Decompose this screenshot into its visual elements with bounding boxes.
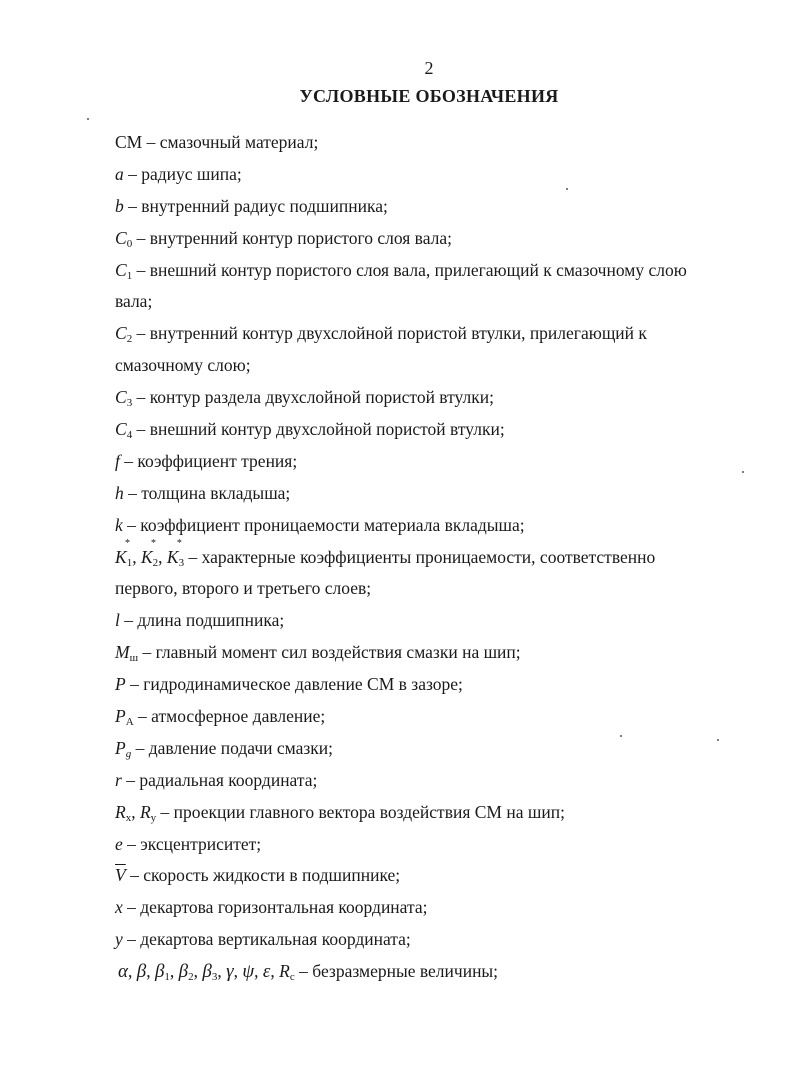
subscript: 4	[126, 429, 133, 442]
list-item	[115, 478, 755, 510]
symbol: K * $_1$	[115, 537, 133, 569]
list-item	[115, 127, 755, 159]
description: – эксцентриситет;	[122, 833, 262, 854]
list-item	[115, 956, 755, 988]
symbol: K * $_2$	[140, 537, 159, 569]
page-number: 2	[424, 58, 434, 78]
description: – коэффициент проницаемости материала вкладыша;	[122, 514, 525, 535]
symbol: a	[115, 163, 124, 184]
symbol-letter: K	[166, 546, 179, 567]
symbol-letter: K	[140, 546, 153, 567]
list-item	[115, 223, 755, 255]
list-item	[115, 669, 755, 701]
description: – контур раздела двухслойной пористой втулки;	[132, 387, 494, 408]
symbol: b	[115, 195, 124, 216]
list-item-continuation	[115, 573, 755, 605]
subscript: 2	[188, 971, 194, 984]
symbol: l	[115, 610, 120, 631]
description: – гидродинамическое давление СМ в зазоре;	[125, 674, 463, 695]
symbol: β	[202, 961, 212, 983]
list-item	[115, 829, 755, 861]
subscript: 3	[211, 971, 218, 984]
symbol: P	[115, 706, 126, 727]
list-item	[115, 318, 755, 350]
scan-speck	[566, 188, 568, 190]
subscript: 0	[126, 237, 133, 250]
description: – внутренний радиус подшипника;	[123, 195, 388, 216]
separator: ,	[270, 961, 280, 982]
list-item	[115, 446, 755, 478]
subscript: c	[289, 971, 295, 984]
symbol: $\overline{V}$	[115, 865, 126, 886]
symbol: k	[115, 514, 123, 535]
symbol-letter: K	[115, 546, 127, 567]
description: – толщина вкладыша;	[123, 482, 291, 503]
subscript: 3	[178, 556, 185, 569]
separator: ,	[193, 961, 203, 982]
symbol: C	[115, 227, 127, 248]
description: – внутренний контур двухслойной пористой втулки, прилегающий к	[132, 323, 647, 344]
list-item	[115, 159, 755, 191]
description: – радиальная координата;	[121, 769, 318, 790]
symbol: β	[154, 961, 165, 983]
description: – декартова горизонтальная координата;	[122, 897, 428, 918]
list-item	[115, 382, 755, 414]
description: вала;	[115, 291, 153, 312]
list-item	[115, 797, 755, 829]
description: – атмосферное давление;	[133, 706, 326, 727]
subscript: x	[125, 811, 132, 824]
description: – характерные коэффициенты проницаемости, соответственно	[184, 546, 656, 567]
list-item-continuation	[115, 350, 755, 382]
list-item	[115, 255, 755, 287]
symbol: r	[115, 769, 122, 790]
symbol: α	[118, 961, 128, 983]
description: – длина подшипника;	[119, 610, 285, 631]
symbol: R	[115, 801, 126, 822]
subscript: 1	[164, 971, 170, 984]
scan-speck	[742, 471, 744, 473]
subscript: 2	[152, 556, 159, 569]
symbol: β	[136, 961, 147, 983]
scan-speck	[87, 118, 89, 120]
separator: ,	[131, 801, 140, 822]
symbol-list	[115, 127, 755, 988]
symbol: P	[115, 674, 126, 695]
list-item	[115, 701, 755, 733]
separator: ,	[254, 961, 263, 982]
subscript: 3	[126, 397, 133, 410]
scan-speck	[717, 739, 719, 741]
symbol: β	[178, 961, 189, 983]
symbol: R	[139, 801, 151, 822]
subscript: 1	[126, 269, 133, 282]
list-item	[115, 860, 755, 892]
list-item	[115, 637, 755, 669]
page-title: УСЛОВНЫЕ ОБОЗНАЧЕНИЯ	[299, 86, 559, 106]
symbol: C	[115, 387, 127, 408]
symbol: P	[115, 737, 126, 758]
separator: ,	[233, 961, 243, 982]
separator: ,	[146, 961, 155, 982]
symbol: x	[115, 897, 123, 918]
description: – внешний контур двухслойной пористой втулки;	[132, 419, 505, 440]
symbol: C	[115, 323, 127, 344]
subscript: 1	[126, 556, 133, 569]
separator: ,	[158, 546, 167, 567]
list-item	[115, 765, 755, 797]
list-item	[115, 733, 755, 765]
symbol: ψ	[242, 961, 255, 983]
description: – радиус шипа;	[123, 163, 242, 184]
symbol: f	[115, 450, 120, 471]
scan-speck	[620, 735, 622, 737]
separator: ,	[217, 961, 227, 982]
subscript: ш	[129, 652, 139, 665]
description: – декартова вертикальная координата;	[122, 929, 411, 950]
symbol: M	[115, 642, 130, 663]
symbol: ε	[262, 961, 271, 983]
description: – безразмерные величины;	[294, 961, 499, 982]
description: смазочному слою;	[115, 355, 251, 376]
description: первого, второго и третьего слоев;	[115, 578, 372, 599]
separator: ,	[127, 961, 137, 982]
description: – внешний контур пористого слоя вала, прилегающий к смазочному слою	[132, 259, 687, 280]
symbol: C	[115, 259, 127, 280]
description: – внутренний контур пористого слоя вала;	[132, 227, 452, 248]
list-item-continuation	[115, 286, 755, 318]
description: – проекции главного вектора воздействия СМ на шип;	[156, 801, 565, 822]
subscript: 2	[126, 333, 133, 346]
symbol: K * $_3$	[166, 537, 185, 569]
list-item	[115, 510, 755, 542]
description: – давление подачи смазки;	[131, 737, 334, 758]
symbol: y	[115, 929, 123, 950]
list-item	[115, 414, 755, 446]
description: – главный момент сил воздействия смазки на шип;	[138, 642, 521, 663]
symbol: R	[279, 961, 290, 982]
list-item	[115, 605, 755, 637]
symbol: e	[115, 833, 123, 854]
list-item	[115, 537, 755, 574]
symbol: C	[115, 419, 127, 440]
subscript: A	[125, 716, 134, 729]
description: – скорость жидкости в подшипнике;	[125, 865, 401, 886]
description: – смазочный материал;	[142, 132, 319, 152]
separator: ,	[132, 546, 141, 567]
list-item	[115, 924, 755, 956]
description: – коэффициент трения;	[119, 450, 298, 471]
subscript: y	[150, 811, 157, 824]
separator: ,	[169, 961, 179, 982]
list-item	[115, 191, 755, 223]
list-item	[115, 892, 755, 924]
symbol: СМ	[115, 132, 143, 152]
subscript: g	[125, 747, 132, 760]
symbol: γ	[226, 961, 234, 983]
symbol: h	[115, 482, 124, 503]
